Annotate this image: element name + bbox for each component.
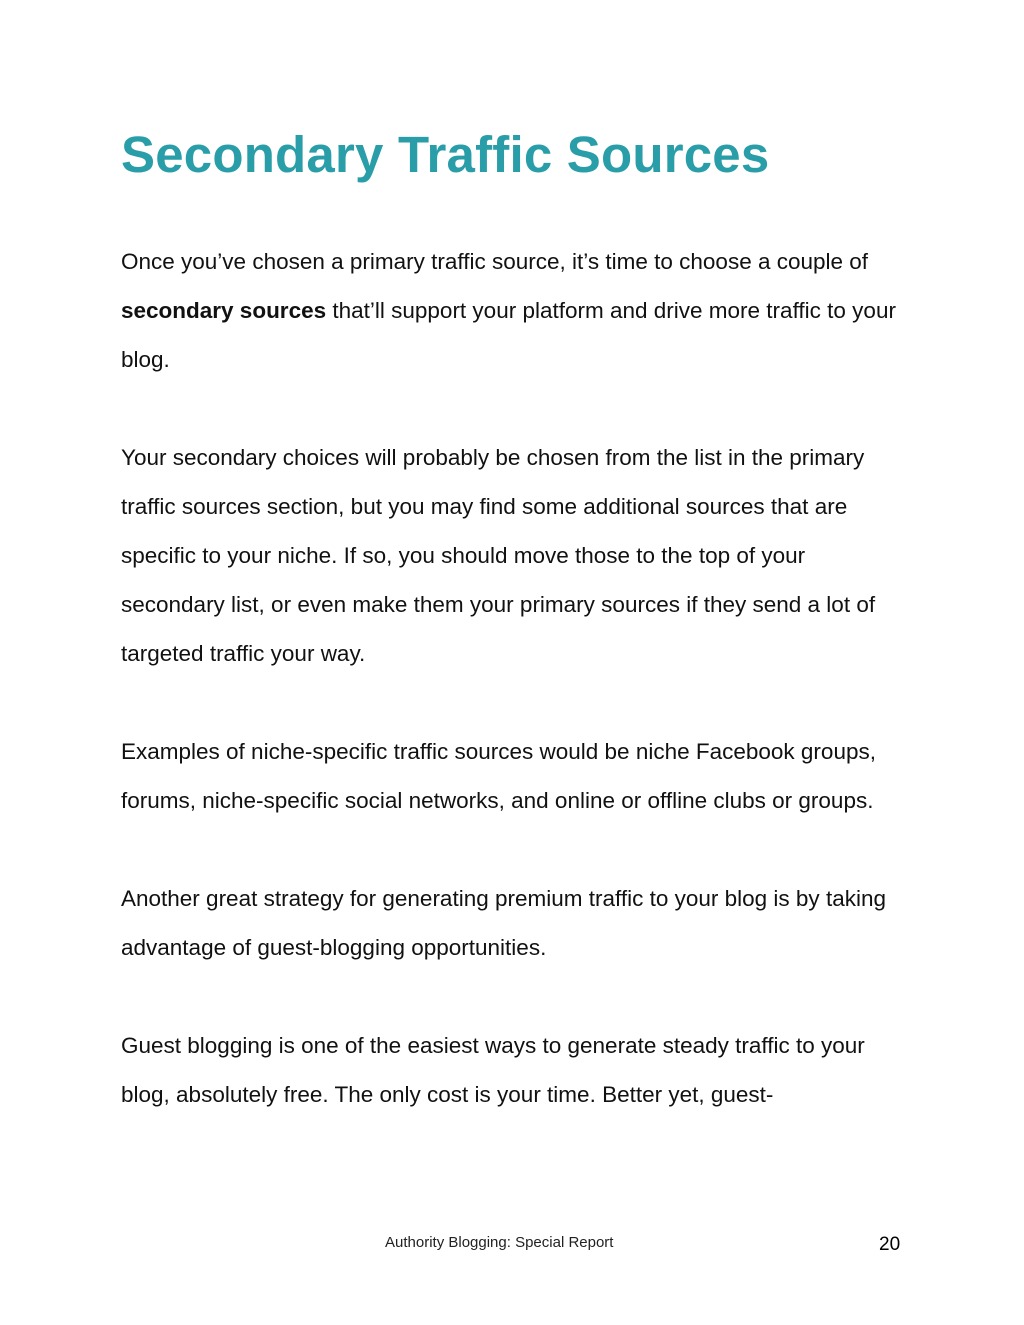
secondary-sources-emphasis: secondary sources bbox=[121, 298, 327, 323]
paragraph-2: Your secondary choices will probably be chosen from the list in the primary traffic sources section, but you may find some additional sources that are specific to your niche. If so, you should move those to the top of your secondary list, or even make them your primary sources if they send a lot of targeted traffic your way. bbox=[121, 445, 876, 666]
page-title: Secondary Traffic Sources bbox=[121, 126, 770, 183]
footer-label: Authority Blogging: Special Report bbox=[385, 1234, 614, 1251]
paragraph-4: Another great strategy for generating premium traffic to your blog is by taking advantage of guest-blogging opportunities. bbox=[121, 886, 886, 960]
page-number: 20 bbox=[879, 1234, 901, 1255]
body-text bbox=[121, 237, 911, 1168]
paragraph-3: Examples of niche-specific traffic sources would be niche Facebook groups, forums, niche-specific social networks, and online or offline clubs or groups. bbox=[121, 739, 876, 813]
paragraph-1-intro: Once you’ve chosen a primary traffic source, it’s time to choose a couple of bbox=[121, 249, 869, 274]
paragraph-1 bbox=[121, 237, 911, 384]
paragraph-1-ending: that’ll support your platform and drive more traffic to your blog. bbox=[121, 298, 896, 372]
paragraph-5: Guest blogging is one of the easiest ways to generate steady traffic to your blog, absolutely free. The only cost is your time. Better yet, guest- bbox=[121, 1033, 865, 1107]
